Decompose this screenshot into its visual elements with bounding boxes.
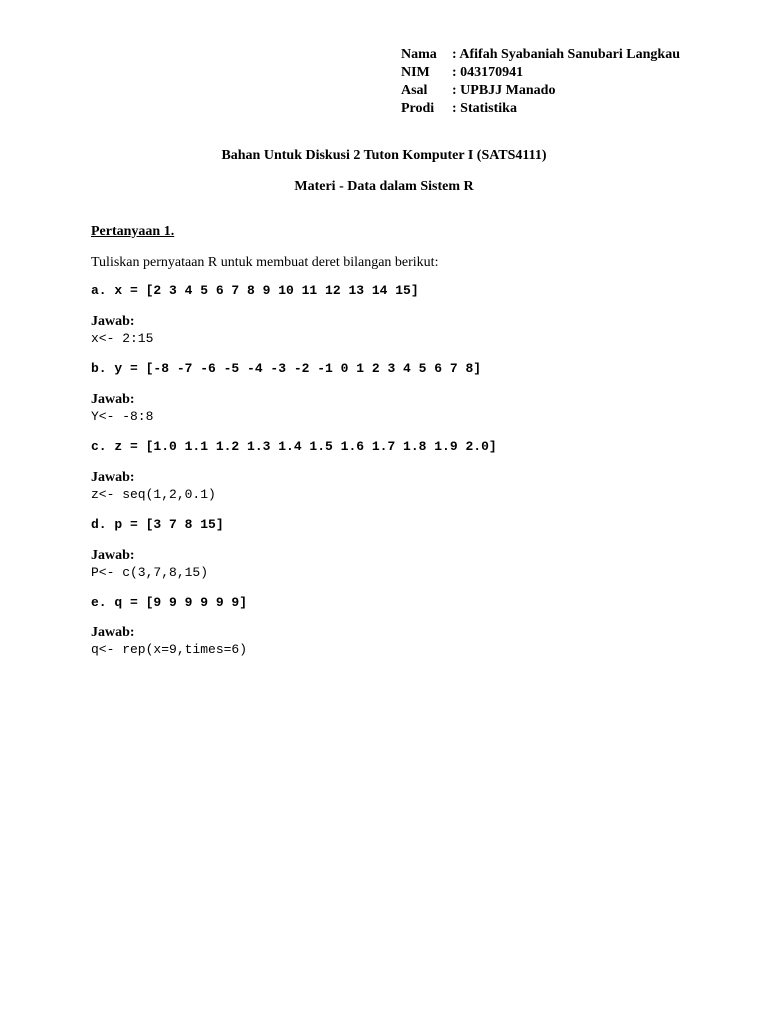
instruction-text: Tuliskan pernyataan R untuk membuat deret bilangan berikut: bbox=[91, 255, 439, 270]
answer-code-c: z<- seq(1,2,0.1) bbox=[91, 487, 216, 502]
question-heading: Pertanyaan 1. bbox=[91, 224, 175, 239]
answer-code-e: q<- rep(x=9,times=6) bbox=[91, 642, 248, 657]
info-row-prodi bbox=[401, 100, 680, 118]
question-a: a. x = [2 3 4 5 6 7 8 9 10 11 12 13 14 15] bbox=[91, 283, 419, 298]
answer-code-d: P<- c(3,7,8,15) bbox=[91, 565, 209, 580]
answer-label-b: Jawab: bbox=[91, 392, 135, 407]
question-b: b. y = [-8 -7 -6 -5 -4 -3 -2 -1 0 1 2 3 4 5 6 7 8] bbox=[91, 361, 482, 376]
nama-value: : Afifah Syabaniah Sanubari Langkau bbox=[452, 47, 680, 62]
question-c: c. z = [1.0 1.1 1.2 1.3 1.4 1.5 1.6 1.7 1.8 1.9 2.0] bbox=[91, 439, 497, 454]
asal-label: Asal bbox=[401, 83, 428, 98]
question-d: d. p = [3 7 8 15] bbox=[91, 517, 224, 532]
info-row-nama bbox=[401, 46, 680, 64]
answer-label-c: Jawab: bbox=[91, 470, 135, 485]
prodi-value: : Statistika bbox=[452, 101, 517, 116]
asal-value: : UPBJJ Manado bbox=[452, 83, 556, 98]
answer-code-b: Y<- -8:8 bbox=[91, 409, 154, 424]
question-e: e. q = [9 9 9 9 9 9] bbox=[91, 595, 248, 610]
answer-label-a: Jawab: bbox=[91, 314, 135, 329]
answer-label-d: Jawab: bbox=[91, 548, 135, 563]
answer-code-a: x<- 2:15 bbox=[91, 331, 154, 346]
student-info bbox=[401, 46, 680, 118]
nim-value: : 043170941 bbox=[452, 65, 524, 80]
info-row-asal bbox=[401, 82, 680, 100]
document-title: Bahan Untuk Diskusi 2 Tuton Komputer I (SATS4111) bbox=[221, 148, 547, 163]
document-subtitle: Materi - Data dalam Sistem R bbox=[294, 179, 474, 194]
nama-label: Nama bbox=[401, 47, 437, 62]
info-row-nim bbox=[401, 64, 680, 82]
prodi-label: Prodi bbox=[401, 101, 435, 116]
nim-label: NIM bbox=[401, 65, 430, 80]
answer-label-e: Jawab: bbox=[91, 625, 135, 640]
